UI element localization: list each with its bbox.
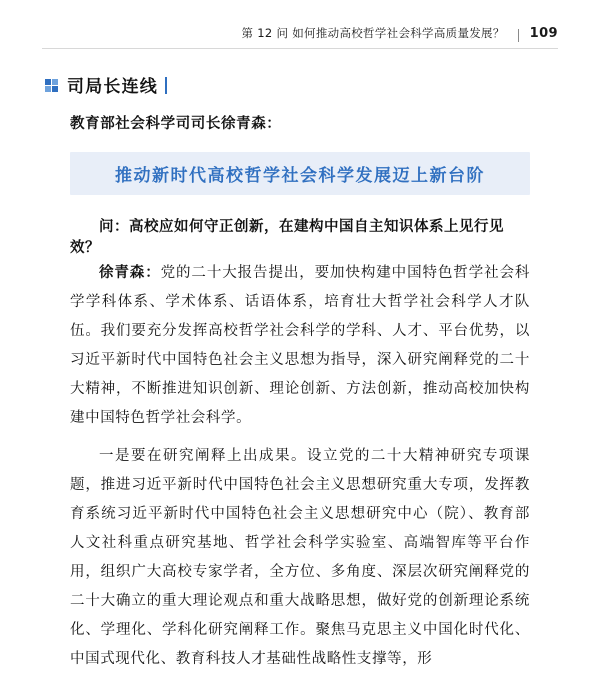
section-accent-bar: [165, 77, 167, 94]
answer-body: 党的二十大报告提出，要加快构建中国特色哲学社会科学学科体系、学术体系、话语体系，培育壮大哲学社会科学人才队伍。我们要充分发挥高校哲学社会科学的学科、人才、平台优势，以习近平新时代中国特色社会主义思想为指导，深入研究阐释党的二十大精神，不断推进知识创新、理论创新、方法创新，推动高校加快构建中国特色哲学社会科学。: [70, 265, 530, 426]
body-column: [70, 100, 530, 674]
header-chapter-title: 第 12 问 如何推动高校哲学社会科学高质量发展？: [241, 26, 505, 40]
question-text: 问：高校应如何守正创新，在建构中国自主知识体系上见行见效？: [70, 219, 504, 256]
section-heading: [45, 72, 167, 97]
headline-banner: [70, 152, 530, 195]
answer-label: 徐青森：: [99, 265, 161, 281]
header-divider: [42, 48, 558, 49]
body-paragraph: 一是要在研究阐释上出成果。设立党的二十大精神研究专项课题，推进习近平新时代中国特色社会主义思想研究重大专项，发挥教育系统习近平新时代中国特色社会主义思想研究中心（院）、教育部人文社科重点研究基地、哲学社会科学实验室、高端智库等平台作用，组织广大高校专家学者，全方位、多角度、深层次研究阐释党的二十大确立的重大理论观点和重大战略思想，做好党的创新理论系统化、学理化、学科化研究阐释工作。聚焦马克思主义中国化时代化、中国式现代化、教育科技人才基础性战略性支撑等，形: [70, 448, 530, 667]
headline-banner-text: 推动新时代高校哲学社会科学发展迈上新台阶: [115, 166, 485, 186]
running-header: [0, 18, 600, 48]
answer-paragraph: [70, 259, 530, 433]
four-square-icon: [45, 79, 58, 92]
section-title: 司局长连线: [67, 77, 158, 97]
vertical-rule-icon: [518, 29, 519, 42]
page-number: 109: [529, 25, 558, 41]
speaker-line: 教育部社会科学司司长徐青森：: [70, 116, 282, 132]
